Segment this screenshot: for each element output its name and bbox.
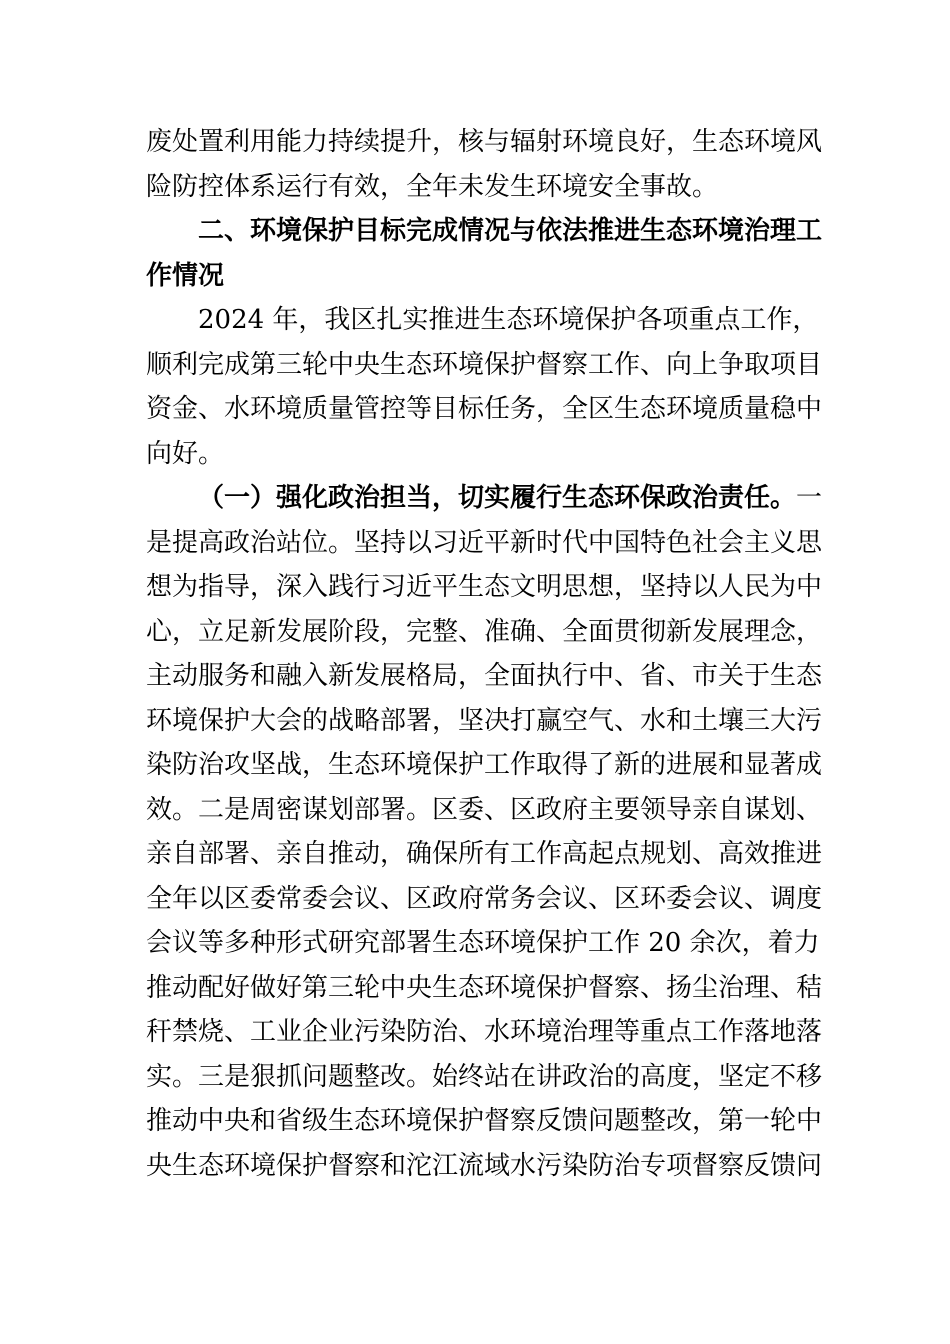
paragraph-line-rest: 一 xyxy=(796,483,823,513)
paragraph-first-line xyxy=(146,476,823,521)
paragraph-line: 环境保护大会的战略部署，坚决打赢空气、水和土壤三大污 xyxy=(146,705,823,736)
paragraph-line: 推动配好做好第三轮中央生态环境保护督察、扬尘治理、秸 xyxy=(146,972,823,1003)
paragraph-line: 染防治攻坚战，生态环境保护工作取得了新的进展和显著成 xyxy=(146,750,823,780)
paragraph-line: 全年以区委常委会议、区政府常务会议、区环委会议、调度 xyxy=(146,883,823,914)
paragraph-line: 实。三是狠抓问题整改。始终站在讲政治的高度，坚定不移 xyxy=(146,1061,823,1092)
paragraph-line: 险防控体系运行有效，全年未发生环境安全事故。 xyxy=(146,171,719,202)
paragraph-line: 心，立足新发展阶段，完整、准确、全面贯彻新发展理念， xyxy=(146,616,823,647)
intro-paragraph xyxy=(146,120,823,209)
subsection-heading: （一）强化政治担当，切实履行生态环保政治责任。 xyxy=(198,483,797,513)
subsection-paragraph xyxy=(146,476,823,1188)
paragraph-line: 央生态环境保护督察和沱江流域水污染防治专项督察反馈问 xyxy=(146,1150,823,1181)
document-page xyxy=(146,120,823,1188)
paragraph-line: 推动中央和省级生态环境保护督察反馈问题整改，第一轮中 xyxy=(146,1106,823,1136)
paragraph-line: 效。二是周密谋划部署。区委、区政府主要领导亲自谋划、 xyxy=(146,794,823,825)
paragraph-line: 秆禁烧、工业企业污染防治、水环境治理等重点工作落地落 xyxy=(146,1017,823,1047)
paragraph-line: 主动服务和融入新发展格局，全面执行中、省、市关于生态 xyxy=(146,661,823,691)
summary-paragraph xyxy=(146,298,823,476)
paragraph-line: 想为指导，深入践行习近平生态文明思想，坚持以人民为中 xyxy=(146,572,823,602)
paragraph-line: 2024 年，我区扎实推进生态环境保护各项重点工作， xyxy=(198,305,819,335)
paragraph-line: 顺利完成第三轮中央生态环境保护督察工作、向上争取项目 xyxy=(146,349,823,380)
paragraph-line: 是提高政治站位。坚持以习近平新时代中国特色社会主义思 xyxy=(146,527,823,558)
paragraph-line: 废处置利用能力持续提升，核与辐射环境良好，生态环境风 xyxy=(146,127,823,157)
paragraph-line: 会议等多种形式研究部署生态环境保护工作 20 余次，着力 xyxy=(146,928,820,958)
section-heading xyxy=(146,209,823,298)
heading-line: 二、环境保护目标完成情况与依法推进生态环境治理工 xyxy=(198,216,823,246)
paragraph-line: 向好。 xyxy=(146,438,225,469)
paragraph-line: 亲自部署、亲自推动，确保所有工作高起点规划、高效推进 xyxy=(146,839,823,869)
paragraph-line: 资金、水环境质量管控等目标任务，全区生态环境质量稳中 xyxy=(146,394,823,424)
heading-line: 作情况 xyxy=(146,260,225,291)
